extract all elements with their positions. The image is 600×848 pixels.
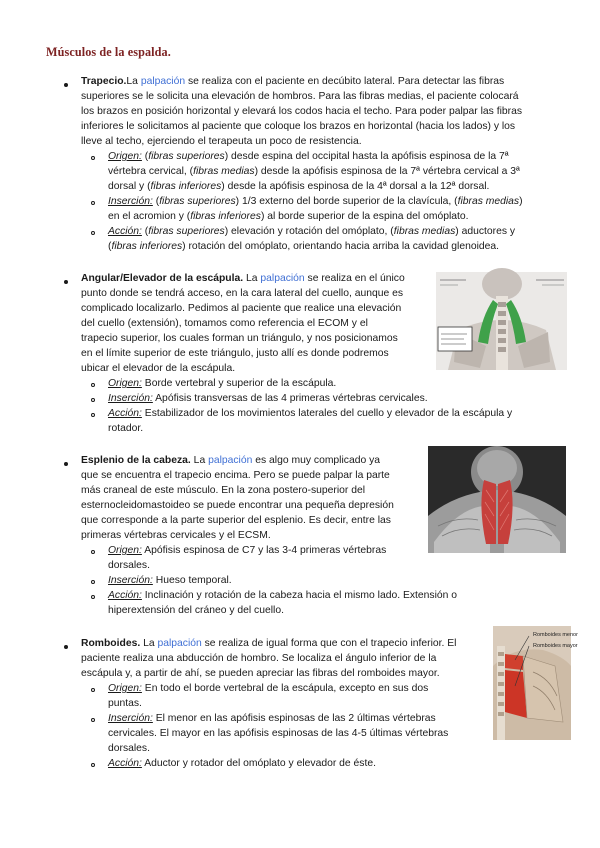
sub-bullet [91,763,95,767]
trapecio-intro-line: superiores se le solicita una elevación de hombros. Para las fibras medias, el paciente colocará [81,91,519,102]
sub-bullet [91,383,95,387]
muscle-name: Esplenio de la cabeza. [81,455,191,466]
trapecio-insercion: en el acromion y (fibras inferiores) al borde superior de la espina del omóplato. [108,211,469,222]
trapecio-intro-line: lleve al techo, ejerciendo el terapeuta un poco de resistencia. [81,136,362,147]
muscle-name: Trapecio. [81,76,127,87]
trapecio-origen: vértebra cervical, (fibras medias) desde la apófisis espinosa de la 7ª vértebra cervical a 3ª [108,166,520,177]
bullet [64,645,68,649]
esplenio-intro-line: más craneal de este músculo. En la zona postero-superior del [81,485,366,496]
trapecio-origen: Origen: (fibras superiores) desde espina del occipital hasta la apófisis espinosa de la 7ª [108,151,509,162]
figure-angular [436,272,567,370]
romboides-intro-line: escápula y, a partir de ahí, se pueden apreciar las fibras del romboides mayor. [81,668,440,679]
sub-bullet [91,156,95,160]
trapecio-origen: dorsal y (fibras inferiores) desde la apófisis espinosa de la 4ª dorsal a la 12ª dorsal. [108,181,490,192]
palpacion-keyword: palpación [157,638,202,649]
romboides-origen: puntas. [108,698,142,709]
esplenio-accion: hiperextensión del cráneo y del cuello. [108,605,284,616]
sub-bullet [91,688,95,692]
romboides-intro-line: paciente realiza una abducción de hombro. Se localiza el ángulo inferior de la [81,653,437,664]
trapecio-accion: (fibras inferiores) rotación del omóplato, orientando hacia arriba la cavidad glenoidea. [108,241,500,252]
trapecio-accion: Acción: (fibras superiores) elevación y rotación del omóplato, (fibras medias) aductores y [108,226,516,237]
esplenio-insercion: Inserción: Hueso temporal. [108,575,232,586]
angular-intro-line: ubicar el elevador de la escápula. [81,363,236,374]
sub-bullet [91,201,95,205]
sub-bullet [91,550,95,554]
palpacion-keyword: palpación [140,76,186,87]
trapecio-insercion: Inserción: (fibras superiores) 1/3 externo del borde superior de la clavícula, (fibras medias) [108,196,523,207]
sub-bullet [91,231,95,235]
angular-accion: rotador. [108,423,144,434]
esplenio-intro-line: primeras vértebras cervicales y el ECSM. [81,530,271,541]
esplenio-intro-line: esternocleidomastoideo se puede encontrar una pequeña depresión [81,500,394,511]
romboides-intro-line: Romboides. La palpación se realiza de igual forma que con el trapecio inferior. El [81,638,457,649]
romboides-accion: Acción: Aductor y rotador del omóplato y elevador de éste. [108,758,376,769]
label-romboides-mayor: Romboides mayor [533,643,578,649]
sub-bullet [91,398,95,402]
page-title: Músculos de la espalda. [46,45,171,59]
figure-esplenio [428,446,566,553]
muscle-name: Romboides. [81,638,141,649]
esplenio-intro-line: que se encuentra el trapecio encima. Pero se puede palpar la parte [81,470,390,481]
esplenio-origen: dorsales. [108,560,150,571]
romboides-insercion: dorsales. [108,743,150,754]
angular-intro-line: complicado localizarlo. Pedimos al paciente que realice una elevación [81,303,402,314]
angular-intro-line: en el límite superior de este triángulo, justo allí es donde podremos [81,348,389,359]
romboides-origen: Origen: En todo el borde vertebral de la escápula, excepto en sus dos [108,683,429,694]
angular-intro-line: del cuello (extensión), tomamos como referencia el ECOM y el [81,318,368,329]
angular-intro-line: trapecio superior, los cuales forman un triángulo, y nos posicionamos [81,333,398,344]
romboides-insercion: Inserción: El menor en las apófisis espinosas de las 2 últimas vértebras [108,713,436,724]
palpacion-keyword: palpación [260,273,305,284]
angular-intro-line: punto donde se tendrá acceso, en la cara lateral del cuello, aunque es [81,288,404,299]
angular-accion: Acción: Estabilizador de los movimientos laterales del cuello y elevador de la escápula y [108,408,513,419]
trapecio-intro-line: los brazos en posición horizontal y elevará los codos hacia el techo. Para poder palpar las fibras [81,106,523,117]
esplenio-accion: Acción: Inclinación y rotación de la cabeza hacia el mismo lado. Extensión o [108,590,458,601]
angular-origen: Origen: Borde vertebral y superior de la escápula. [108,378,337,389]
bullet [64,83,68,87]
sub-bullet [91,580,95,584]
bullet [64,280,68,284]
label-romboides-menor: Romboides menor [533,632,578,638]
figure-romboides [493,626,578,740]
sub-bullet [91,595,95,599]
romboides-insercion: cervicales. El mayor en las apófisis espinosas de las 4-5 últimas vértebras [108,728,449,739]
angular-intro-line: Angular/Elevador de la escápula. La palpación se realiza en el único [81,273,405,284]
muscle-name: Angular/Elevador de la escápula. [81,273,244,284]
sub-bullet [91,718,95,722]
trapecio-intro-line: Trapecio.La palpación se realiza con el paciente en decúbito lateral. Para detectar las fibras [81,76,505,87]
angular-insercion: Inserción: Apófisis transversas de las 4 primeras vértebras cervicales. [108,393,428,404]
esplenio-intro-line: Esplenio de la cabeza. La palpación es algo muy complicado ya [81,455,381,466]
sub-bullet [91,413,95,417]
palpacion-keyword: palpación [208,455,253,466]
esplenio-intro-line: que corresponde a la parte superior del esplenio. Es decir, entre las [81,515,391,526]
trapecio-intro-line: inferiores le solicitamos al paciente que coloque los brazos en horizontal (hacia los lados) y los [81,121,516,132]
esplenio-origen: Origen: Apófisis espinosa de C7 y las 3-4 primeras vértebras [108,545,387,556]
bullet [64,462,68,466]
